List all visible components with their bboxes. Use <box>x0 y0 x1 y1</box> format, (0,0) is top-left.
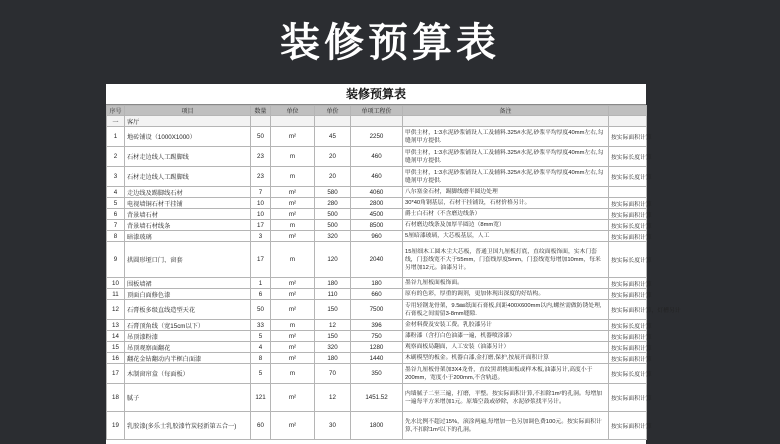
row-total: 1440 <box>351 353 403 364</box>
table-row <box>107 364 647 384</box>
row-unit: m <box>271 220 315 231</box>
row-note: 墨谷九厘板骨架加3X4龙骨，直纹黑胡桃面板或样木板,油漆另计,高度小于200mm，宽度小于200mm,不含轨道。 <box>403 364 609 384</box>
row-no: 4 <box>107 187 125 198</box>
row-price: 30 <box>315 412 351 440</box>
header-item: 项目 <box>125 106 251 116</box>
row-price: 120 <box>315 242 351 278</box>
header-unit: 单位 <box>271 106 315 116</box>
row-qty: 50 <box>251 127 271 147</box>
row-item-name: 电视墙铜石材干挂铺 <box>125 198 251 209</box>
table-row <box>107 231 647 242</box>
row-price: 180 <box>315 353 351 364</box>
row-note: 甲供主材，1:3水泥砂浆铺设人工及辅料.325#水泥,砂浆平均厚度40mm左右,勾缝剂甲方提供. <box>403 147 609 167</box>
row-qty: 3 <box>251 231 271 242</box>
row-price: 12 <box>315 384 351 412</box>
budget-table <box>106 105 681 440</box>
header-qty: 数量 <box>251 106 271 116</box>
row-extra: 按实际面积计算 <box>609 289 647 300</box>
row-extra: 按实际长度计算 <box>609 147 647 167</box>
row-total: 2250 <box>351 127 403 147</box>
row-unit: m <box>271 320 315 331</box>
row-unit: m² <box>271 198 315 209</box>
row-no: 12 <box>107 300 125 320</box>
row-total: 4060 <box>351 187 403 198</box>
row-total: 750 <box>351 331 403 342</box>
row-item-name: 石材走边线人工踢脚线 <box>125 167 251 187</box>
row-unit: m² <box>271 342 315 353</box>
row-unit: m² <box>271 187 315 198</box>
row-total: 4500 <box>351 209 403 220</box>
row-qty: 7 <box>251 187 271 198</box>
row-total: 350 <box>351 364 403 384</box>
row-extra: 按实际长度计算 <box>609 364 647 384</box>
row-total: 8500 <box>351 220 403 231</box>
row-extra: 按实际面积计算 <box>609 342 647 353</box>
row-qty: 1 <box>251 278 271 289</box>
row-qty: 17 <box>251 220 271 231</box>
row-qty: 23 <box>251 167 271 187</box>
row-price: 180 <box>315 278 351 289</box>
table-row <box>107 242 647 278</box>
row-total: 180 <box>351 278 403 289</box>
banner-title: 装修预算表 <box>280 19 500 66</box>
row-extra: 按实际长度计算 <box>609 167 647 187</box>
row-price: 110 <box>315 289 351 300</box>
budget-sheet <box>106 84 681 444</box>
row-item-name: 翻花金钻翻动内半框白面漆 <box>125 353 251 364</box>
row-price: 20 <box>315 167 351 187</box>
sheet-title: 装修预算表 <box>106 84 646 105</box>
banner <box>0 0 780 78</box>
row-extra: 按实际面积计算，灯槽另计 <box>609 300 647 320</box>
row-extra: 按实际面积计算 <box>609 353 647 364</box>
row-note: 观察面板局翻面，人工安装（油漆另计） <box>403 342 609 353</box>
row-extra <box>609 187 647 198</box>
table-row <box>107 342 647 353</box>
table-row <box>107 300 647 320</box>
row-note: 八尔塞金石材，踢脚线磨半圆边处理 <box>403 187 609 198</box>
row-note: 专用轻钢龙骨架，9.5㎜纸面石膏板,间距400X600mm以内,螺丝需做防锈处理,石膏板之间需留3-8mm缝隙. <box>403 300 609 320</box>
row-no: 7 <box>107 220 125 231</box>
row-unit: m² <box>271 384 315 412</box>
row-item-name: 地砖铺设（1000X1000） <box>125 127 251 147</box>
row-extra: 按实际面积计算 <box>609 198 647 209</box>
row-price: 12 <box>315 320 351 331</box>
row-total: 460 <box>351 167 403 187</box>
row-item-name: 吊顶观察面翻花 <box>125 342 251 353</box>
header-no: 序号 <box>107 106 125 116</box>
row-extra: 按实际面积计算 <box>609 412 647 440</box>
row-item-name: 顶面白面修色漆 <box>125 289 251 300</box>
header-total: 单项工程价 <box>351 106 403 116</box>
header-extra <box>609 106 647 116</box>
row-qty: 121 <box>251 384 271 412</box>
row-note: 原有的色彩，厚重的调剂，更加体现出深度的好结构。 <box>403 289 609 300</box>
row-no: 14 <box>107 331 125 342</box>
row-no: 5 <box>107 198 125 209</box>
row-item-name: 腻子 <box>125 384 251 412</box>
row-extra: 按实际面积计算 <box>609 331 647 342</box>
table-row <box>107 220 647 231</box>
row-total: 960 <box>351 231 403 242</box>
row-qty: 10 <box>251 198 271 209</box>
row-unit: m <box>271 147 315 167</box>
row-note: 15厘细木工圆木尘大芯板，普通卫国九厘板打底，直纹面板饰面，实木门套线，门套线宽不大于55mm，门套线厚度5mm，门套线宽每增加10mm，每米另增加12元。油漆另计。 <box>403 242 609 278</box>
row-no: 15 <box>107 342 125 353</box>
header-note: 备注 <box>403 106 609 116</box>
table-row <box>107 127 647 147</box>
row-extra: 按实际长度计算 <box>609 220 647 231</box>
row-no: 8 <box>107 231 125 242</box>
row-unit: m² <box>271 353 315 364</box>
row-price: 500 <box>315 209 351 220</box>
table-row <box>107 412 647 440</box>
row-extra: 按实际面积计算 <box>609 209 647 220</box>
row-item-name: 吊顶漆粉漆 <box>125 331 251 342</box>
row-note: 甲供主材，1:3水泥砂浆铺设人工及辅料.325#水泥,砂浆平均厚度40mm左右,勾缝剂甲方提供. <box>403 167 609 187</box>
row-note: 墨谷九厘板面板饰面。 <box>403 278 609 289</box>
row-note: 爵士白石材（不含磨边线条） <box>403 209 609 220</box>
table-row <box>107 353 647 364</box>
row-no: 2 <box>107 147 125 167</box>
row-item-name: 石材走边线人工踢脚线 <box>125 147 251 167</box>
row-unit: m² <box>271 412 315 440</box>
row-no: 16 <box>107 353 125 364</box>
row-item-name: 背景墙石材线条 <box>125 220 251 231</box>
section-no: 一 <box>107 116 125 127</box>
row-unit: m <box>271 167 315 187</box>
row-qty: 23 <box>251 147 271 167</box>
row-qty: 17 <box>251 242 271 278</box>
row-note: 30*40角钢基层，石材干挂铺设，石材价格另计。 <box>403 198 609 209</box>
row-qty: 8 <box>251 353 271 364</box>
row-note: 甲供主材，1:3水泥砂浆铺设人工及辅料.325#水泥,砂浆平均厚度40mm左右,勾缝剂甲方提供. <box>403 127 609 147</box>
row-unit: m² <box>271 331 315 342</box>
row-extra: 按实际长度计算 <box>609 320 647 331</box>
row-qty: 5 <box>251 331 271 342</box>
row-total: 1280 <box>351 342 403 353</box>
row-item-name: 乳胶漆(多乐士乳胶漆竹炭轻新第五合一) <box>125 412 251 440</box>
row-total: 7500 <box>351 300 403 320</box>
row-item-name: 暗漆玻璃 <box>125 231 251 242</box>
row-unit: m <box>271 242 315 278</box>
row-unit: m² <box>271 231 315 242</box>
row-total: 660 <box>351 289 403 300</box>
table-row <box>107 278 647 289</box>
row-item-name: 石膏顶角线（宽15cm以下） <box>125 320 251 331</box>
row-extra: 按实际面积计算 <box>609 127 647 147</box>
row-price: 280 <box>315 198 351 209</box>
row-extra: 按实际长度计算 <box>609 242 647 278</box>
row-qty: 33 <box>251 320 271 331</box>
row-no: 18 <box>107 384 125 412</box>
row-no: 1 <box>107 127 125 147</box>
row-item-name: 背景墙石材 <box>125 209 251 220</box>
row-price: 580 <box>315 187 351 198</box>
row-total: 460 <box>351 147 403 167</box>
row-item-name: 围板墙裙 <box>125 278 251 289</box>
row-price: 45 <box>315 127 351 147</box>
table-header-row <box>107 106 647 116</box>
row-item-name: 拱圆形垭口门、窗套 <box>125 242 251 278</box>
row-no: 17 <box>107 364 125 384</box>
row-note: 木刷模型的板金。机器白漆,金打磨,保护,按展开面积计算 <box>403 353 609 364</box>
row-extra: 按实际面积计算 <box>609 231 647 242</box>
row-price: 320 <box>315 342 351 353</box>
row-qty: 6 <box>251 289 271 300</box>
row-price: 150 <box>315 331 351 342</box>
row-note: 金材料费及安装工费。乳胶漆另计 <box>403 320 609 331</box>
row-qty: 50 <box>251 300 271 320</box>
row-total: 396 <box>351 320 403 331</box>
row-item-name: 木制窗帘盒（每面板） <box>125 364 251 384</box>
row-qty: 4 <box>251 342 271 353</box>
row-item-name: 石膏板多级直线造型天花 <box>125 300 251 320</box>
row-note: 先水比例不超过15%，滚涂两遍,每增加一色另加调色费100元。按实际面积计算,不扣除1m²以下的孔洞。 <box>403 412 609 440</box>
row-price: 70 <box>315 364 351 384</box>
row-no: 19 <box>107 412 125 440</box>
table-row <box>107 147 647 167</box>
section-name: 客厅 <box>125 116 251 127</box>
row-qty: 5 <box>251 364 271 384</box>
row-no: 13 <box>107 320 125 331</box>
table-row <box>107 384 647 412</box>
row-total: 2040 <box>351 242 403 278</box>
row-note: 漆粉漆（含打白色油漆一遍，机器喷涂漆） <box>403 331 609 342</box>
row-note: 石材磨边线条及加厚半圆边（8mm宽） <box>403 220 609 231</box>
row-unit: m² <box>271 209 315 220</box>
row-price: 320 <box>315 231 351 242</box>
row-price: 20 <box>315 147 351 167</box>
row-unit: m² <box>271 278 315 289</box>
table-row <box>107 331 647 342</box>
row-qty: 10 <box>251 209 271 220</box>
row-extra: 按实际面积计算 <box>609 278 647 289</box>
row-unit: m <box>271 364 315 384</box>
row-qty: 60 <box>251 412 271 440</box>
row-no: 3 <box>107 167 125 187</box>
row-total: 2800 <box>351 198 403 209</box>
section-row <box>107 116 647 127</box>
row-extra: 按实际面积计算 <box>609 384 647 412</box>
row-no: 6 <box>107 209 125 220</box>
table-row <box>107 209 647 220</box>
table-row <box>107 320 647 331</box>
row-total: 1451.52 <box>351 384 403 412</box>
row-no: 9 <box>107 242 125 278</box>
table-row <box>107 289 647 300</box>
row-no: 11 <box>107 289 125 300</box>
row-item-name: 走边线及踢脚线石材 <box>125 187 251 198</box>
row-no: 10 <box>107 278 125 289</box>
header-price: 单价 <box>315 106 351 116</box>
table-row <box>107 167 647 187</box>
table-row <box>107 198 647 209</box>
row-unit: m² <box>271 127 315 147</box>
row-price: 500 <box>315 220 351 231</box>
row-unit: m² <box>271 300 315 320</box>
row-unit: m² <box>271 289 315 300</box>
row-note: 内墙腻子二至三遍，打磨，平整。按实际面积计算,不扣除1m²的孔洞。每增加一遍每平方米增加1元。原墙空鼓或砂除，水泥砂浆找平另计。 <box>403 384 609 412</box>
table-row <box>107 187 647 198</box>
row-price: 150 <box>315 300 351 320</box>
row-total: 1800 <box>351 412 403 440</box>
row-note: 5厘暗漆玻璃，大芯板基层，人工 <box>403 231 609 242</box>
